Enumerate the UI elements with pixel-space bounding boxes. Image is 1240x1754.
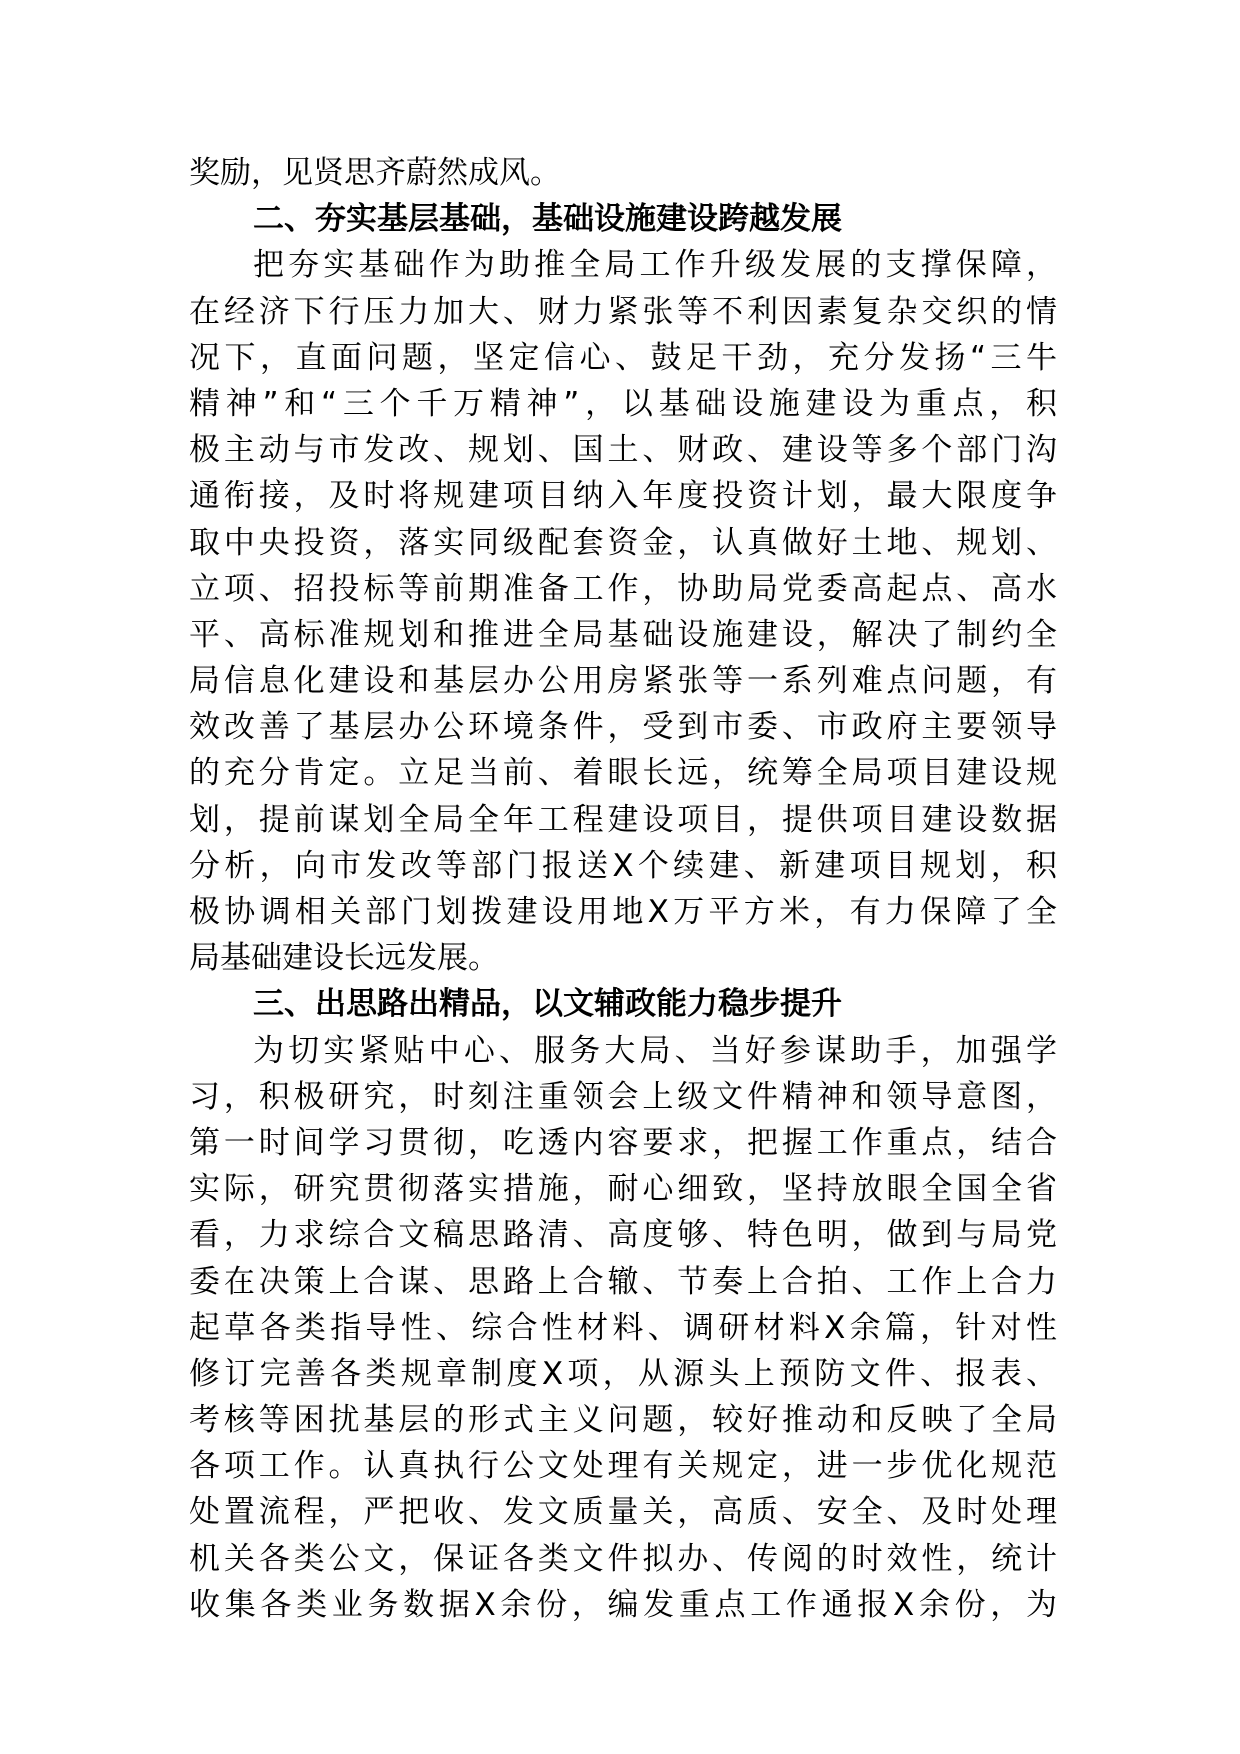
paragraph-line: 在经济下行压力加大、财力紧张等不利因素复杂交织的情: [189, 293, 1057, 330]
paragraph-line: 考核等困扰基层的形式主义问题，较好推动和反映了全局: [189, 1402, 1057, 1439]
paragraph-line: 修订完善各类规章制度X项，从源头上预防文件、报表、: [189, 1355, 1057, 1392]
paragraph-line: 取中央投资，落实同级配套资金，认真做好土地、规划、: [189, 524, 1057, 561]
paragraph-line: 的充分肯定。立足当前、着眼长远，统筹全局项目建设规: [189, 755, 1057, 792]
section-heading: 二、夯实基层基础，基础设施建设跨越发展: [253, 201, 842, 238]
paragraph-line: 况下，直面问题，坚定信心、鼓足干劲，充分发扬“三牛: [189, 339, 1057, 376]
paragraph-line: 第一时间学习贯彻，吃透内容要求，把握工作重点，结合: [189, 1124, 1057, 1161]
paragraph-line: 委在决策上合谋、思路上合辙、节奏上合拍、工作上合力: [189, 1263, 1057, 1300]
paragraph-line: 局基础建设长远发展。: [189, 940, 499, 977]
paragraph-line: 把夯实基础作为助推全局工作升级发展的支撑保障，: [253, 247, 1057, 284]
paragraph-line: 各项工作。认真执行公文处理有关规定，进一步优化规范: [189, 1448, 1057, 1485]
document-body: [189, 150, 1057, 1628]
section-heading: 三、出思路出精品，以文辅政能力稳步提升: [253, 986, 842, 1023]
paragraph-line: 奖励，见贤思齐蔚然成风。: [189, 155, 561, 191]
paragraph-line: 起草各类指导性、综合性材料、调研材料X余篇，针对性: [189, 1309, 1057, 1346]
paragraph-line: 习，积极研究，时刻注重领会上级文件精神和领导意图，: [189, 1078, 1057, 1115]
paragraph-line: 收集各类业务数据X余份，编发重点工作通报X余份，为: [189, 1586, 1057, 1623]
paragraph-line: 看，力求综合文稿思路清、高度够、特色明，做到与局党: [189, 1217, 1057, 1254]
paragraph-line: 划，提前谋划全局全年工程建设项目，提供项目建设数据: [189, 801, 1057, 838]
paragraph-line: 平、高标准规划和推进全局基础设施建设，解决了制约全: [189, 616, 1057, 653]
paragraph-line: 局信息化建设和基层办公用房紧张等一系列难点问题，有: [189, 663, 1057, 700]
paragraph-line: 分析，向市发改等部门报送X个续建、新建项目规划，积: [189, 847, 1057, 884]
paragraph-line: 实际，研究贯彻落实措施，耐心细致，坚持放眼全国全省: [189, 1171, 1057, 1208]
paragraph-line: 通衔接，及时将规建项目纳入年度投资计划，最大限度争: [189, 478, 1057, 515]
paragraph-line: 极主动与市发改、规划、国土、财政、建设等多个部门沟: [189, 432, 1057, 469]
paragraph-line: 立项、招投标等前期准备工作，协助局党委高起点、高水: [189, 570, 1057, 607]
paragraph-line: 精神”和“三个千万精神”，以基础设施建设为重点，积: [189, 385, 1057, 422]
paragraph-line: 机关各类公文，保证各类文件拟办、传阅的时效性，统计: [189, 1540, 1057, 1577]
paragraph-line: 为切实紧贴中心、服务大局、当好参谋助手，加强学: [253, 1032, 1057, 1069]
paragraph-line: 效改善了基层办公环境条件，受到市委、市政府主要领导: [189, 709, 1057, 746]
paragraph-line: 极协调相关部门划拨建设用地X万平方米，有力保障了全: [189, 894, 1057, 930]
paragraph-line: 处置流程，严把收、发文质量关，高质、安全、及时处理: [189, 1494, 1057, 1531]
